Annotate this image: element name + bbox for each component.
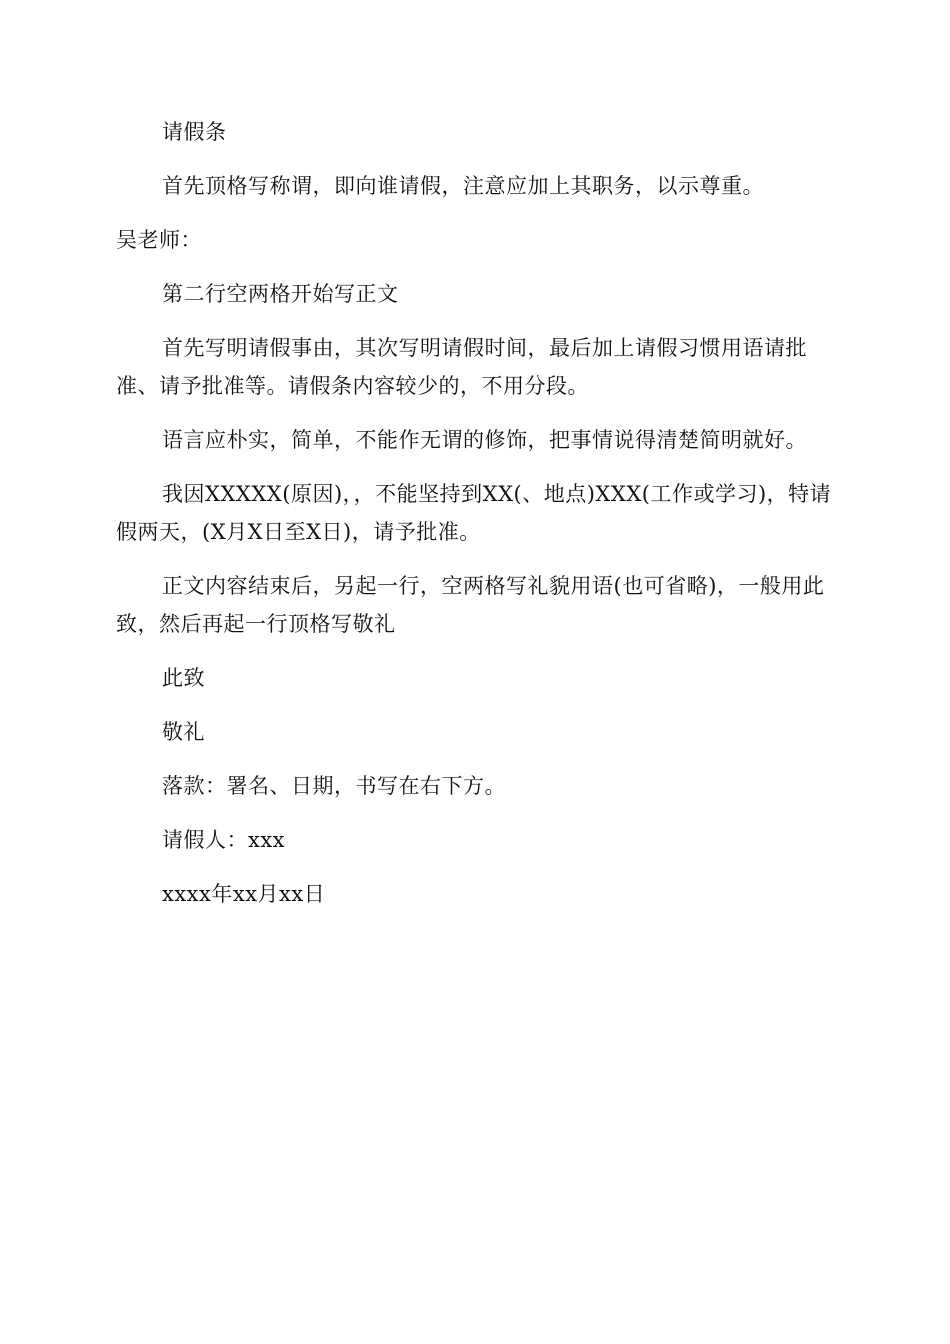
- document-body: [116, 113, 836, 929]
- paragraph-body-guide: 第二行空两格开始写正文: [162, 282, 399, 306]
- paragraph-request-body: 我因XXXXX(原因)，，不能坚持到XX(、地点)XXX(工作或学习)，特请假两天，(X月X日至X日)，请予批准。: [116, 482, 832, 544]
- paragraph-signature-date: xxxx年xx月xx日: [162, 882, 326, 906]
- paragraph-closing-2: 敬礼: [162, 720, 205, 744]
- paragraph-reason-guide: 首先写明请假事由，其次写明请假时间，最后加上请假习惯用语请批准、请予批准等。请假条内容较少的，不用分段。: [116, 336, 807, 398]
- paragraph-salutation-guide: 首先顶格写称谓，即向谁请假，注意应加上其职务，以示尊重。: [162, 174, 764, 198]
- paragraph-closing-guide: 正文内容结束后，另起一行，空两格写礼貌用语(也可省略)，一般用此致，然后再起一行顶格写敬礼: [116, 574, 825, 636]
- paragraph-language-guide: 语言应朴实，简单，不能作无谓的修饰，把事情说得清楚简明就好。: [162, 428, 807, 452]
- paragraph-closing-1: 此致: [162, 666, 205, 690]
- paragraph-salutation: 吴老师：: [116, 228, 202, 252]
- paragraph-signature-guide: 落款：署名、日期，书写在右下方。: [162, 774, 506, 798]
- paragraph-signature-name: 请假人：xxx: [162, 828, 286, 852]
- document-title: 请假条: [162, 120, 227, 144]
